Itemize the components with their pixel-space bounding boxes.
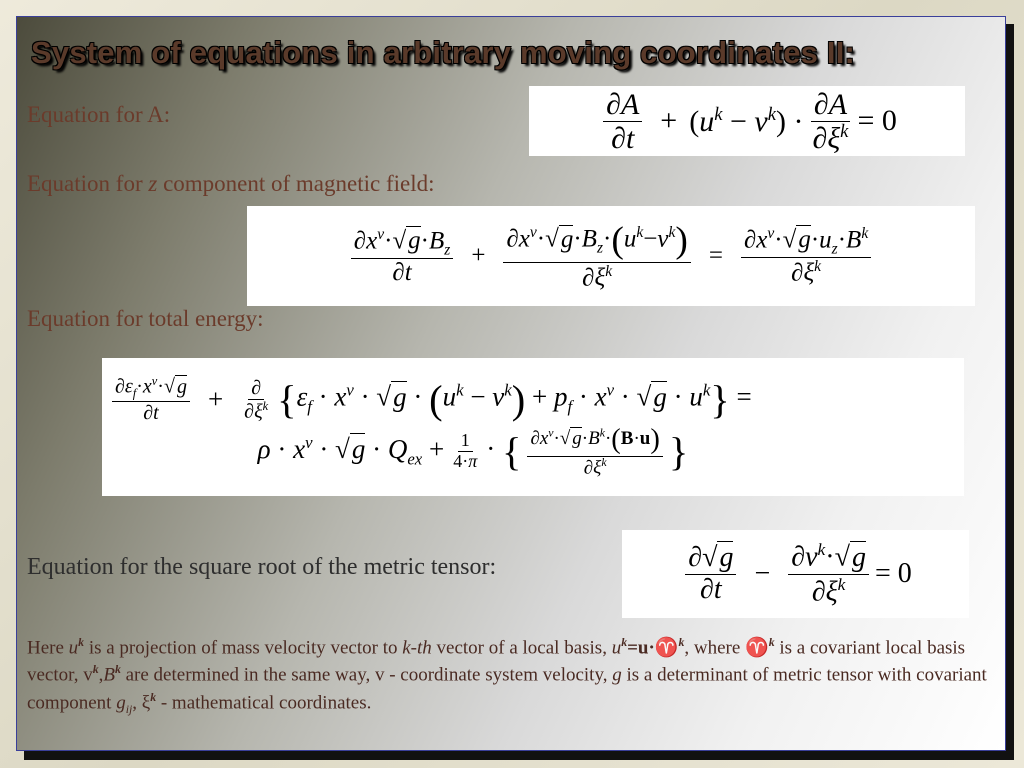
note-k: k bbox=[768, 636, 775, 649]
note-k: k bbox=[150, 690, 157, 704]
velocity-difference: $(u^k - v^k)$ · bbox=[689, 103, 804, 138]
plus-sign-z: + bbox=[471, 242, 486, 269]
label-equation-z bbox=[27, 171, 435, 197]
label-z-suffix: component of magnetic field: bbox=[157, 171, 435, 196]
note-text: vector of a local basis, bbox=[431, 637, 612, 659]
note-kth: k-th bbox=[402, 637, 432, 659]
note-text: is a covariant local basis vector, v bbox=[27, 637, 966, 686]
energy-flux-terms: $\{\varepsilon_f \cdot x^\nu \cdot √g \cdot (u^k - v^k) + p_f \cdot x^\nu \cdot √g \cdot u^k\}$ = bbox=[277, 377, 752, 423]
plus-sign-energy: + bbox=[207, 384, 224, 415]
note-text: , where bbox=[684, 637, 746, 659]
frac-z-source: $\frac{\partial x^\nu\cdot√g\cdot u_z\cdot B^k}{\partial\xi^k}$ bbox=[741, 225, 871, 287]
note-text: Here bbox=[27, 637, 69, 659]
note-u: u bbox=[611, 637, 622, 659]
closing-brace: } bbox=[668, 429, 689, 475]
energy-line-2 bbox=[102, 424, 964, 479]
note-text: - mathematical coordinates. bbox=[156, 691, 372, 713]
note-k: k bbox=[114, 663, 121, 677]
note-u-expr: =u· bbox=[627, 637, 655, 659]
note-text: , ξ bbox=[132, 691, 151, 713]
basis-symbol-icon: ♈ bbox=[654, 637, 679, 659]
note-u: u bbox=[68, 637, 79, 659]
energy-line-1 bbox=[102, 375, 964, 424]
note-text: are determined in the same way, v - coordinate system velocity, bbox=[120, 664, 613, 686]
note-g: g bbox=[612, 664, 622, 686]
note-gij: g bbox=[116, 691, 126, 713]
frac-sqrt-flux: $\frac{\partial v^k\cdot√g}{\partial\xi^k}$ bbox=[788, 540, 869, 607]
equals-zero-sqrt: = 0 bbox=[874, 558, 912, 589]
note-k: k bbox=[78, 636, 85, 649]
frac-one-over-four-pi: $\frac{1}{4\cdot\pi}$ bbox=[453, 430, 478, 472]
frac-z-flux: $\frac{\partial x^\nu\cdot√g\cdot B_z\cdot(u^k-v^k)}{\partial\xi^k}$ bbox=[503, 220, 690, 291]
label-equation-energy: Equation for total energy: bbox=[27, 306, 264, 331]
frac-sqrt-time: $\frac{\partial√g}{\partial t}$ bbox=[685, 543, 736, 606]
frac-magnetic: $\frac{\partial x^\nu\cdot√ g\cdot B^k\cdot(B\cdot u)}{\partial\xi^k}$ bbox=[527, 424, 662, 479]
label-equation-a: Equation for A: bbox=[27, 102, 171, 127]
label-z-prefix: Equation for bbox=[27, 171, 149, 196]
frac-partial-xi: $\frac{\partial}{\partial\xi^k}$ bbox=[244, 376, 269, 423]
basis-symbol-icon: ♈ bbox=[745, 637, 769, 659]
slide bbox=[16, 16, 1006, 751]
equals-sign-z: = bbox=[708, 242, 723, 269]
energy-magnetic-term: · { bbox=[486, 429, 522, 475]
frac-dA-dxi: $\frac{\partial A}{\partial\xi^k}$ bbox=[812, 87, 849, 155]
note-gij-sub: ij bbox=[125, 702, 133, 716]
frac-dA-dt: $\frac{\partial A}{\partial t}$ bbox=[603, 88, 642, 155]
note-text: is a projection of mass velocity vector to bbox=[84, 637, 403, 659]
equation-a-box bbox=[529, 86, 965, 156]
equation-energy-box bbox=[102, 358, 964, 496]
slide-title: System of equations in arbitrary moving coordinates II: bbox=[31, 35, 856, 70]
note-k: k bbox=[678, 636, 685, 649]
note-k: k bbox=[92, 663, 99, 677]
explanation-note bbox=[27, 635, 987, 718]
label-equation-sqrt: Equation for the square root of the metric tensor: bbox=[27, 554, 497, 580]
equation-sqrt-box bbox=[622, 530, 969, 618]
note-B: B bbox=[103, 664, 115, 686]
frac-z-time: $\frac{\partial x^\nu\cdot√g\cdot B_z}{\partial t}$ bbox=[351, 226, 454, 287]
note-text: , bbox=[98, 664, 104, 686]
label-z-var: z bbox=[148, 171, 158, 196]
equation-z-box bbox=[247, 206, 975, 306]
minus-sign-sqrt: − bbox=[754, 558, 771, 589]
frac-energy-time: $\frac{\partial\varepsilon_f\cdot x^\nu\cdot√ g}{\partial t}$ bbox=[112, 375, 190, 424]
plus-sign: + bbox=[660, 104, 678, 137]
energy-source-term: $\rho \cdot x^\nu \cdot √g \cdot Q_{ex}$ + bbox=[257, 433, 445, 469]
note-text: is a determinant of metric tensor with covariant component bbox=[27, 664, 987, 713]
equals-zero: = 0 bbox=[857, 104, 897, 137]
note-k: k bbox=[621, 636, 628, 649]
